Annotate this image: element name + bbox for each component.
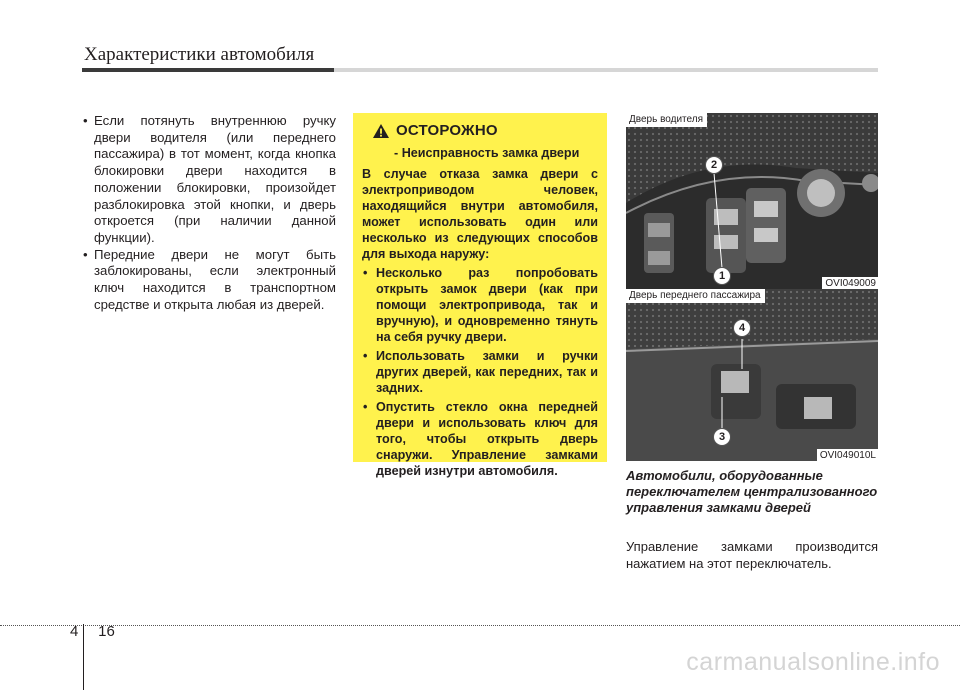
- callout-marker: 2: [706, 157, 722, 173]
- chapter-number: 4: [70, 623, 79, 640]
- left-column-text: [80, 113, 336, 313]
- page-number: [70, 623, 115, 640]
- footer-divider: [0, 625, 960, 628]
- header-rule-accent: [82, 68, 334, 72]
- warning-triangle-icon: [372, 123, 390, 139]
- section-title: Характеристики автомобиля: [84, 44, 315, 65]
- figure-code: OVI049009: [822, 277, 878, 289]
- body-paragraph: Управление замками производится нажатием на этот переключатель.: [626, 539, 878, 571]
- warning-item: • Несколько раз попробовать открыть замок двери (как при помощи электропривода, так и вручную), и одновременно тянуть на себя ручку двери.: [362, 265, 598, 345]
- watermark: carmanualsonline.info: [686, 648, 940, 676]
- driver-door-switch-illustration: [626, 113, 878, 289]
- figure-code: OVI049010L: [817, 449, 878, 461]
- passenger-door-photo: [626, 289, 878, 461]
- warning-body: В случае отказа замка двери с электроприводом человек, находящийся внутри автомобиля, может использовать один или несколько из следующих способов для выхода наружу:: [362, 167, 598, 261]
- figure-label: Дверь водителя: [626, 113, 707, 127]
- callout-marker: 4: [734, 320, 750, 336]
- warning-title: ОСТОРОЖНО: [396, 122, 498, 139]
- driver-door-photo: [626, 113, 878, 289]
- bullet-item: • Передние двери не могут быть заблокированы, если электронный ключ находится в транспортном средстве и открыта любая из дверей.: [80, 247, 336, 314]
- figure-label: Дверь переднего пассажира: [626, 289, 765, 303]
- warning-box: [353, 113, 607, 478]
- bullet-item: • Если потянуть внутреннюю ручку двери водителя (или переднего пассажира) в тот момент, когда кнопка блокировки двери находится в положении блокировки, произойдет разблокировка этой кнопки, и дверь откроется (при наличии данной функции).: [80, 113, 336, 247]
- warning-item: • Использовать замки и ручки других дверей, как передних, так и задних.: [362, 348, 598, 396]
- callout-marker: 1: [714, 268, 730, 284]
- warning-subtitle: - Неисправность замка двери: [394, 146, 580, 160]
- callout-marker: 3: [714, 429, 730, 445]
- figure-caption: Автомобили, оборудованные переключателем централизованного управления замками дверей: [626, 468, 878, 515]
- passenger-door-switch-illustration: [626, 289, 878, 461]
- warning-item: • Опустить стекло окна передней двери и использовать ключ для того, чтобы открыть дверь снаружи. Управление замками дверей изнутри автомобиля.: [362, 399, 598, 479]
- page-number-value: 16: [98, 623, 115, 640]
